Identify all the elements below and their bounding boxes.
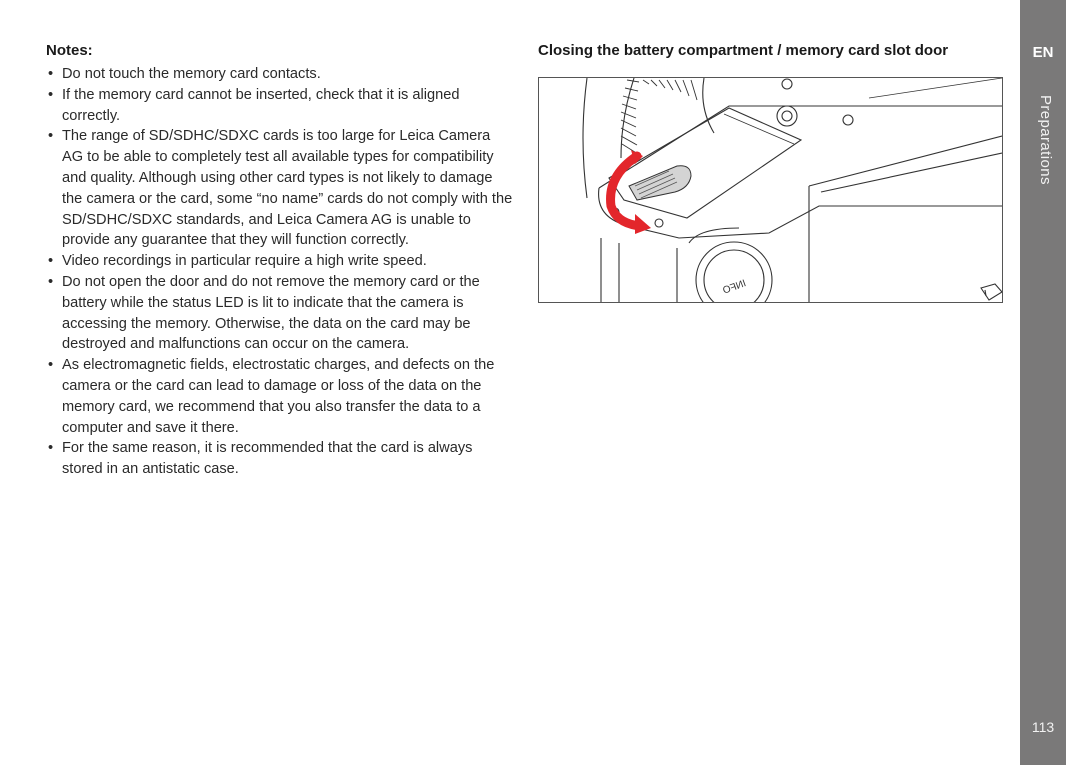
- notes-list: [46, 64, 514, 480]
- section-title: Closing the battery compartment / memory card slot door: [538, 42, 949, 59]
- note-item: • Do not open the door and do not remove the memory card or the battery while the status LED is lit to indicate that the camera is accessing the memory. Otherwise, the data on the card may be destroyed and malfunctions can occur on the camera.: [46, 272, 514, 355]
- note-item: • If the memory card cannot be inserted, check that it is aligned correctly.: [46, 85, 514, 127]
- notes-heading: Notes:: [46, 42, 93, 59]
- instruction-column: [538, 42, 1006, 303]
- sidebar: [1020, 0, 1066, 765]
- camera-drawing: [539, 78, 1002, 302]
- camera-bottom-illustration: [538, 77, 1003, 303]
- note-item: • Video recordings in particular require a high write speed.: [46, 251, 514, 272]
- door-latch: [629, 166, 691, 200]
- note-item: • The range of SD/SDHC/SDXC cards is too large for Leica Camera AG to be able to completely test all available types for compatibility and quality. Although using other card types is not likely to damage the camera or the card, some “no name” cards do not comply with the SD/SDHC/SDXC standards, and Leica Camera AG is unable to provide any guarantee that they will function correctly.: [46, 126, 514, 251]
- note-item: • For the same reason, it is recommended that the card is always stored in an antistatic case.: [46, 438, 514, 480]
- section-label: Preparations: [1037, 95, 1054, 185]
- page-number: 113: [1031, 719, 1055, 735]
- info-label: INFO: [721, 278, 748, 297]
- notes-column: [46, 42, 514, 480]
- note-item: • As electromagnetic fields, electrostatic charges, and defects on the camera or the card can lead to damage or loss of the data on the memory card, we recommend that you also transfer the data to a computer and save it there.: [46, 355, 514, 438]
- language-label: EN: [1032, 44, 1054, 61]
- note-item: • Do not touch the memory card contacts.: [46, 64, 514, 85]
